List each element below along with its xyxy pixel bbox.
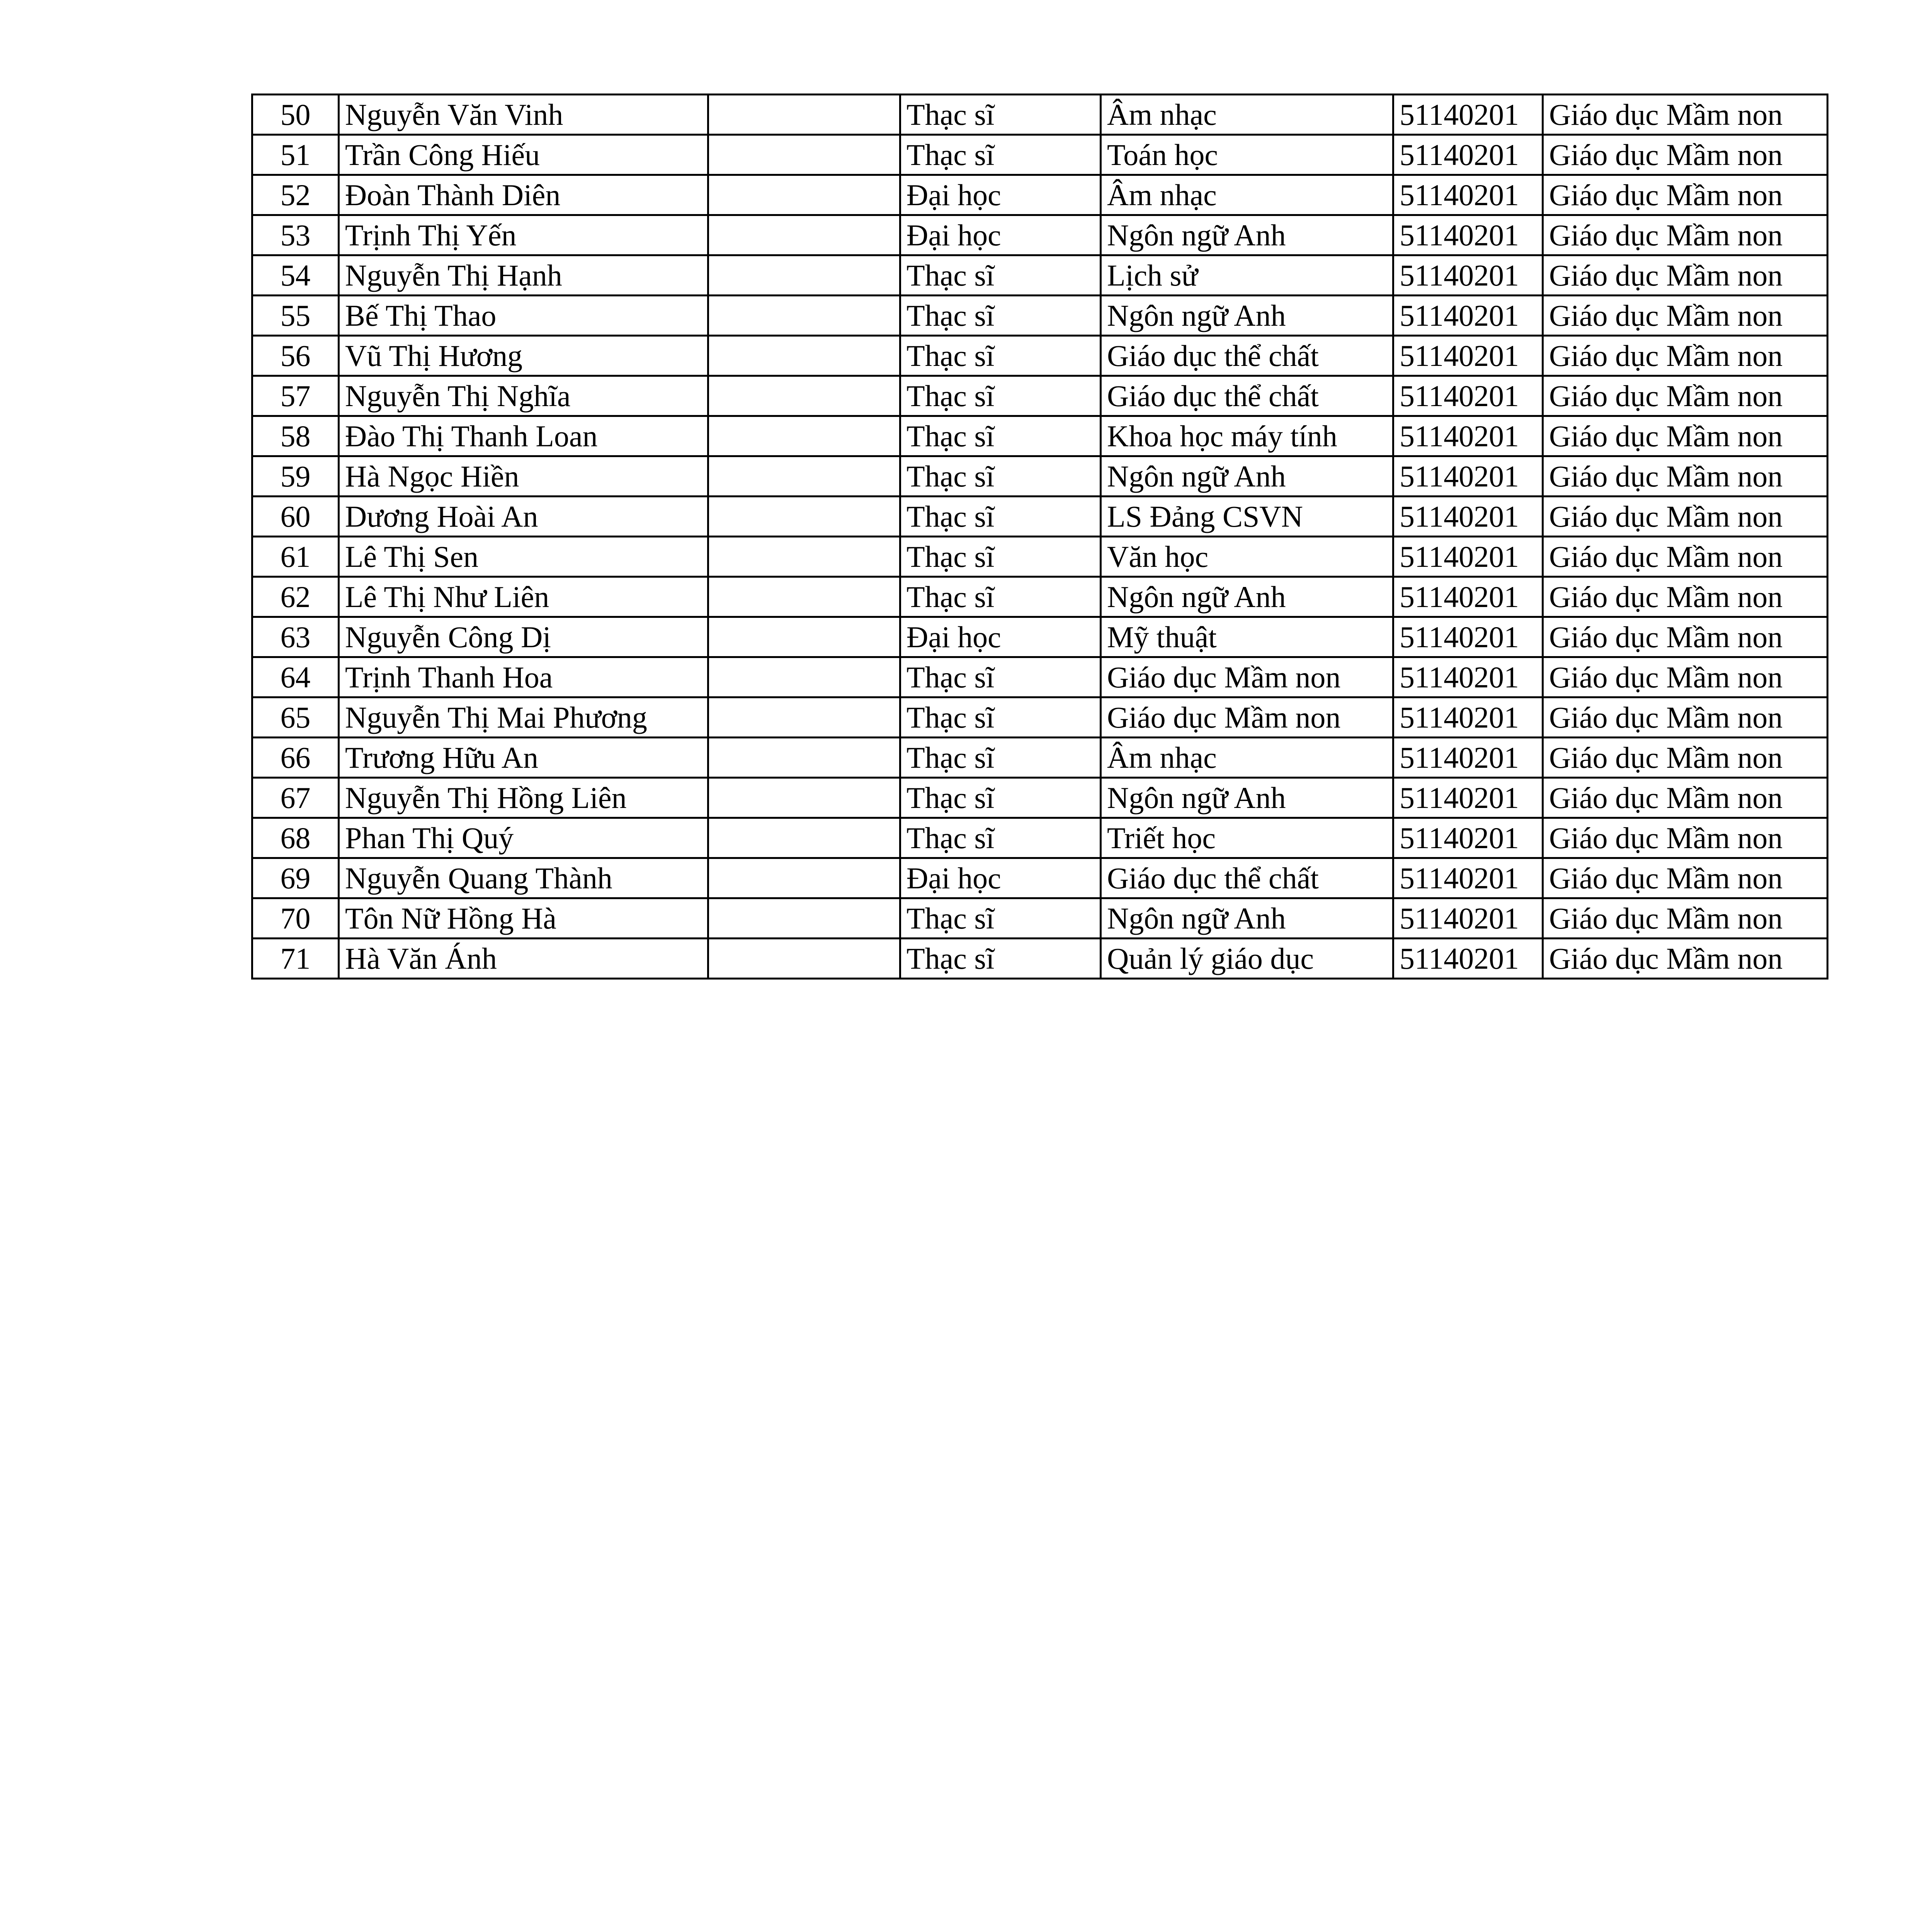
program-code-cell: 51140201 [1393,95,1543,135]
row-number-cell: 54 [252,255,339,296]
staff-table [251,94,1828,980]
program-code-cell: 51140201 [1393,657,1543,697]
blank-cell [708,175,900,215]
major-cell: Toán học [1101,135,1393,175]
degree-cell: Thạc sĩ [900,255,1101,296]
major-cell: Văn học [1101,537,1393,577]
program-name-cell: Giáo dục Mầm non [1543,255,1828,296]
program-code-cell: 51140201 [1393,497,1543,537]
major-cell: Giáo dục thể chất [1101,376,1393,416]
degree-cell: Đại học [900,175,1101,215]
blank-cell [708,818,900,858]
full-name-cell: Tôn Nữ Hồng Hà [339,898,708,939]
blank-cell [708,456,900,497]
program-name-cell: Giáo dục Mầm non [1543,456,1828,497]
table-row [252,778,1828,818]
table-row [252,175,1828,215]
table-row [252,497,1828,537]
row-number-cell: 61 [252,537,339,577]
full-name-cell: Nguyễn Thị Nghĩa [339,376,708,416]
program-name-cell: Giáo dục Mầm non [1543,135,1828,175]
row-number-cell: 65 [252,697,339,738]
program-name-cell: Giáo dục Mầm non [1543,537,1828,577]
full-name-cell: Phan Thị Quý [339,818,708,858]
row-number-cell: 57 [252,376,339,416]
program-code-cell: 51140201 [1393,296,1543,336]
row-number-cell: 53 [252,215,339,255]
row-number-cell: 60 [252,497,339,537]
table-row [252,939,1828,979]
major-cell: Khoa học máy tính [1101,416,1393,456]
full-name-cell: Nguyễn Văn Vinh [339,95,708,135]
program-code-cell: 51140201 [1393,416,1543,456]
major-cell: Ngôn ngữ Anh [1101,215,1393,255]
row-number-cell: 63 [252,617,339,657]
table-row [252,336,1828,376]
row-number-cell: 58 [252,416,339,456]
row-number-cell: 71 [252,939,339,979]
program-code-cell: 51140201 [1393,939,1543,979]
degree-cell: Thạc sĩ [900,376,1101,416]
blank-cell [708,416,900,456]
program-code-cell: 51140201 [1393,738,1543,778]
program-name-cell: Giáo dục Mầm non [1543,577,1828,617]
program-name-cell: Giáo dục Mầm non [1543,95,1828,135]
degree-cell: Thạc sĩ [900,657,1101,697]
blank-cell [708,296,900,336]
blank-cell [708,215,900,255]
table-row [252,215,1828,255]
blank-cell [708,939,900,979]
major-cell: Giáo dục thể chất [1101,336,1393,376]
row-number-cell: 59 [252,456,339,497]
blank-cell [708,858,900,898]
program-name-cell: Giáo dục Mầm non [1543,898,1828,939]
full-name-cell: Trương Hữu An [339,738,708,778]
program-name-cell: Giáo dục Mầm non [1543,376,1828,416]
blank-cell [708,95,900,135]
full-name-cell: Hà Ngọc Hiền [339,456,708,497]
program-code-cell: 51140201 [1393,175,1543,215]
major-cell: Giáo dục Mầm non [1101,657,1393,697]
degree-cell: Thạc sĩ [900,296,1101,336]
program-code-cell: 51140201 [1393,577,1543,617]
degree-cell: Đại học [900,858,1101,898]
row-number-cell: 62 [252,577,339,617]
program-code-cell: 51140201 [1393,255,1543,296]
degree-cell: Thạc sĩ [900,135,1101,175]
table-row [252,657,1828,697]
row-number-cell: 50 [252,95,339,135]
row-number-cell: 52 [252,175,339,215]
table-row [252,577,1828,617]
row-number-cell: 51 [252,135,339,175]
full-name-cell: Nguyễn Quang Thành [339,858,708,898]
program-name-cell: Giáo dục Mầm non [1543,175,1828,215]
major-cell: Quản lý giáo dục [1101,939,1393,979]
degree-cell: Thạc sĩ [900,95,1101,135]
table-row [252,456,1828,497]
program-name-cell: Giáo dục Mầm non [1543,738,1828,778]
blank-cell [708,778,900,818]
blank-cell [708,255,900,296]
table-row [252,296,1828,336]
major-cell: Âm nhạc [1101,175,1393,215]
degree-cell: Thạc sĩ [900,898,1101,939]
program-code-cell: 51140201 [1393,697,1543,738]
full-name-cell: Dương Hoài An [339,497,708,537]
table-row [252,416,1828,456]
table-row [252,376,1828,416]
program-name-cell: Giáo dục Mầm non [1543,858,1828,898]
full-name-cell: Vũ Thị Hương [339,336,708,376]
program-name-cell: Giáo dục Mầm non [1543,497,1828,537]
degree-cell: Thạc sĩ [900,336,1101,376]
program-code-cell: 51140201 [1393,135,1543,175]
program-name-cell: Giáo dục Mầm non [1543,617,1828,657]
degree-cell: Thạc sĩ [900,497,1101,537]
row-number-cell: 68 [252,818,339,858]
degree-cell: Thạc sĩ [900,577,1101,617]
table-row [252,95,1828,135]
degree-cell: Thạc sĩ [900,697,1101,738]
program-code-cell: 51140201 [1393,336,1543,376]
major-cell: Âm nhạc [1101,95,1393,135]
degree-cell: Thạc sĩ [900,818,1101,858]
blank-cell [708,738,900,778]
program-code-cell: 51140201 [1393,456,1543,497]
major-cell: Triết học [1101,818,1393,858]
major-cell: Giáo dục thể chất [1101,858,1393,898]
degree-cell: Thạc sĩ [900,738,1101,778]
full-name-cell: Đào Thị Thanh Loan [339,416,708,456]
degree-cell: Đại học [900,617,1101,657]
full-name-cell: Lê Thị Như Liên [339,577,708,617]
full-name-cell: Lê Thị Sen [339,537,708,577]
program-name-cell: Giáo dục Mầm non [1543,818,1828,858]
blank-cell [708,697,900,738]
major-cell: Ngôn ngữ Anh [1101,898,1393,939]
degree-cell: Đại học [900,215,1101,255]
blank-cell [708,577,900,617]
program-name-cell: Giáo dục Mầm non [1543,336,1828,376]
row-number-cell: 69 [252,858,339,898]
full-name-cell: Nguyễn Công Dị [339,617,708,657]
major-cell: Lịch sử [1101,255,1393,296]
major-cell: Giáo dục Mầm non [1101,697,1393,738]
full-name-cell: Nguyễn Thị Mai Phương [339,697,708,738]
program-name-cell: Giáo dục Mầm non [1543,697,1828,738]
table-row [252,898,1828,939]
program-name-cell: Giáo dục Mầm non [1543,939,1828,979]
program-name-cell: Giáo dục Mầm non [1543,215,1828,255]
row-number-cell: 56 [252,336,339,376]
degree-cell: Thạc sĩ [900,416,1101,456]
program-code-cell: 51140201 [1393,858,1543,898]
major-cell: LS Đảng CSVN [1101,497,1393,537]
degree-cell: Thạc sĩ [900,778,1101,818]
program-code-cell: 51140201 [1393,215,1543,255]
full-name-cell: Nguyễn Thị Hồng Liên [339,778,708,818]
blank-cell [708,376,900,416]
program-code-cell: 51140201 [1393,376,1543,416]
table-row [252,858,1828,898]
row-number-cell: 66 [252,738,339,778]
full-name-cell: Trịnh Thị Yến [339,215,708,255]
table-row [252,255,1828,296]
row-number-cell: 64 [252,657,339,697]
table-row [252,738,1828,778]
blank-cell [708,898,900,939]
program-name-cell: Giáo dục Mầm non [1543,778,1828,818]
program-code-cell: 51140201 [1393,818,1543,858]
degree-cell: Thạc sĩ [900,456,1101,497]
blank-cell [708,537,900,577]
full-name-cell: Đoàn Thành Diên [339,175,708,215]
major-cell: Âm nhạc [1101,738,1393,778]
program-name-cell: Giáo dục Mầm non [1543,416,1828,456]
full-name-cell: Hà Văn Ánh [339,939,708,979]
table-row [252,818,1828,858]
table-row [252,617,1828,657]
staff-table-body [252,95,1828,979]
program-name-cell: Giáo dục Mầm non [1543,657,1828,697]
major-cell: Ngôn ngữ Anh [1101,456,1393,497]
full-name-cell: Nguyễn Thị Hạnh [339,255,708,296]
blank-cell [708,135,900,175]
row-number-cell: 70 [252,898,339,939]
program-code-cell: 51140201 [1393,778,1543,818]
degree-cell: Thạc sĩ [900,939,1101,979]
table-row [252,135,1828,175]
major-cell: Ngôn ngữ Anh [1101,778,1393,818]
table-row [252,537,1828,577]
major-cell: Ngôn ngữ Anh [1101,577,1393,617]
blank-cell [708,497,900,537]
row-number-cell: 55 [252,296,339,336]
full-name-cell: Trần Công Hiếu [339,135,708,175]
program-code-cell: 51140201 [1393,617,1543,657]
blank-cell [708,617,900,657]
program-code-cell: 51140201 [1393,898,1543,939]
major-cell: Mỹ thuật [1101,617,1393,657]
blank-cell [708,657,900,697]
program-name-cell: Giáo dục Mầm non [1543,296,1828,336]
program-code-cell: 51140201 [1393,537,1543,577]
blank-cell [708,336,900,376]
major-cell: Ngôn ngữ Anh [1101,296,1393,336]
full-name-cell: Bế Thị Thao [339,296,708,336]
table-row [252,697,1828,738]
degree-cell: Thạc sĩ [900,537,1101,577]
row-number-cell: 67 [252,778,339,818]
full-name-cell: Trịnh Thanh Hoa [339,657,708,697]
